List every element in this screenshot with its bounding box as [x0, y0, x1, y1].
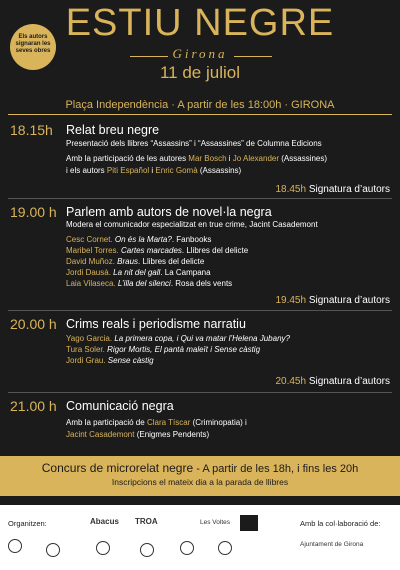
- logo-circle-icon: [8, 539, 22, 553]
- session-divider: [8, 310, 392, 311]
- book-title: On és la Marta?: [114, 235, 172, 244]
- publisher: . Fanbooks: [171, 235, 212, 244]
- author-name: Jo Alexander: [232, 154, 280, 163]
- publisher: . Llibres del delicte: [181, 246, 249, 255]
- book-ref: (Assassins): [197, 166, 242, 175]
- author-name: Tura Soler.: [66, 345, 108, 354]
- logo-ajuntament: Ajuntament de Girona: [300, 541, 364, 548]
- author-name: Jacint Casademont: [66, 430, 135, 439]
- book-ref: (Enigmes Pendents): [134, 430, 210, 439]
- header: [0, 0, 400, 112]
- book-title: L’illa del silenci: [117, 279, 171, 288]
- logo-calmot-icon: [46, 543, 60, 557]
- logo-corte-icon: [218, 541, 232, 555]
- contest-banner: [0, 456, 400, 496]
- logo-les-voltes: Les Voltes: [200, 519, 230, 526]
- logo-mark: [240, 515, 258, 531]
- signing-line: [275, 295, 390, 306]
- participants-prefix: Amb la participació de les autores: [66, 154, 187, 163]
- contest-time: - A partir de les 18h, i fins les 20h: [193, 463, 359, 475]
- author-name: Cesc Cornet.: [66, 235, 115, 244]
- session-title: Comunicació negra: [66, 399, 174, 413]
- book-line: [66, 268, 211, 277]
- book-title: Braus: [117, 257, 139, 266]
- author-name: Clara Tíscar: [146, 418, 191, 427]
- contest-title: Concurs de microrelat negre: [41, 461, 194, 475]
- publisher: . Rosa dels vents: [170, 279, 233, 288]
- signing-line: [275, 376, 390, 387]
- author-name: David Muñoz.: [66, 257, 118, 266]
- participants-line: [66, 154, 327, 163]
- contest-registration: Inscripcions el mateix dia a la parada de llibres: [111, 477, 289, 487]
- publisher: . Llibres del delicte: [138, 257, 205, 266]
- signing-label: Signatura d’autors: [308, 184, 390, 195]
- publisher: . La Campana: [160, 268, 211, 277]
- book-ref: (Assassines): [279, 154, 328, 163]
- book-line: [66, 279, 232, 288]
- participants-prefix: i els autors: [66, 166, 105, 175]
- session-title: Crims reals i periodisme narratiu: [66, 317, 246, 331]
- footer: [0, 505, 400, 570]
- author-name: Jordi Grau.: [66, 356, 108, 365]
- conjunction: i: [149, 166, 156, 175]
- session-time: 19.00 h: [10, 204, 57, 220]
- participants-line: [66, 430, 209, 439]
- book-title: La nit del gall: [113, 268, 161, 277]
- book-line: [66, 235, 211, 244]
- book-title: Sense càstig: [107, 356, 154, 365]
- book-title: Cartes marcades: [120, 246, 182, 255]
- signing-time: 20.45h: [275, 376, 307, 387]
- session-time: 20.00 h: [10, 316, 57, 332]
- participants-line: [66, 166, 241, 175]
- book-title: La primera copa, i Qui va matar l’Helena Jubany?: [114, 334, 290, 343]
- event-title: ESTIU NEGRE: [65, 2, 335, 44]
- book-line: [66, 257, 204, 266]
- signing-label: Signatura d’autors: [308, 376, 390, 387]
- organizers-label: Organitzen:: [8, 519, 47, 528]
- book-title: Rigor Mortis, El pantà maleït i Sense càstig: [107, 345, 261, 354]
- logo-round-icon: [180, 541, 194, 555]
- header-separator: [8, 114, 392, 115]
- book-line: [66, 345, 260, 354]
- author-name: Piti Español: [106, 166, 150, 175]
- session-title: Parlem amb autors de novel·la negra: [66, 205, 272, 219]
- session-description: Presentació dels llibres “Assassins” i “Assassines” de Columna Edicions: [66, 139, 322, 148]
- signing-time: 18.45h: [275, 184, 307, 195]
- session-title: Relat breu negre: [66, 123, 160, 137]
- session-divider: [8, 392, 392, 393]
- participants-line: [66, 418, 247, 427]
- signing-time: 19.45h: [275, 295, 307, 306]
- session-time: 21.00 h: [10, 398, 57, 414]
- book-line: [66, 356, 154, 365]
- signing-label: Signatura d’autors: [308, 295, 390, 306]
- event-place: Plaça Independència · A partir de les 18:00h · GIRONA: [65, 99, 335, 111]
- book-ref: (Criminopatia) i: [190, 418, 247, 427]
- participants-prefix: Amb la participació de: [66, 418, 145, 427]
- event-subtitle: Girona: [172, 46, 228, 61]
- logo-ship-icon: [96, 541, 110, 555]
- author-name: Yago Garcia.: [66, 334, 115, 343]
- session-time: 18.15h: [10, 122, 53, 138]
- logo-abacus: Abacus: [90, 517, 119, 526]
- session-description: Modera el comunicador especialitzat en true crime, Jacint Casademont: [66, 220, 318, 229]
- conjunction: i: [226, 154, 233, 163]
- session-divider: [8, 198, 392, 199]
- author-name: Jordi Dausà.: [66, 268, 114, 277]
- author-name: Enric Gomà: [155, 166, 198, 175]
- author-name: Maribel Torres.: [66, 246, 121, 255]
- book-line: [66, 246, 248, 255]
- collab-label: Amb la col·laboració de:: [300, 519, 381, 528]
- author-name: Mar Bosch: [188, 154, 227, 163]
- title-rule-right: [234, 56, 272, 57]
- author-name: Laia Vilaseca.: [66, 279, 118, 288]
- logo-text-icon: [140, 543, 154, 557]
- book-line: [66, 334, 290, 343]
- signing-line: [275, 184, 390, 195]
- event-date: 11 de juliol: [159, 63, 241, 82]
- logo-troa: TROA: [135, 517, 158, 526]
- signing-badge: Els autors signaran les seves obres: [10, 24, 56, 70]
